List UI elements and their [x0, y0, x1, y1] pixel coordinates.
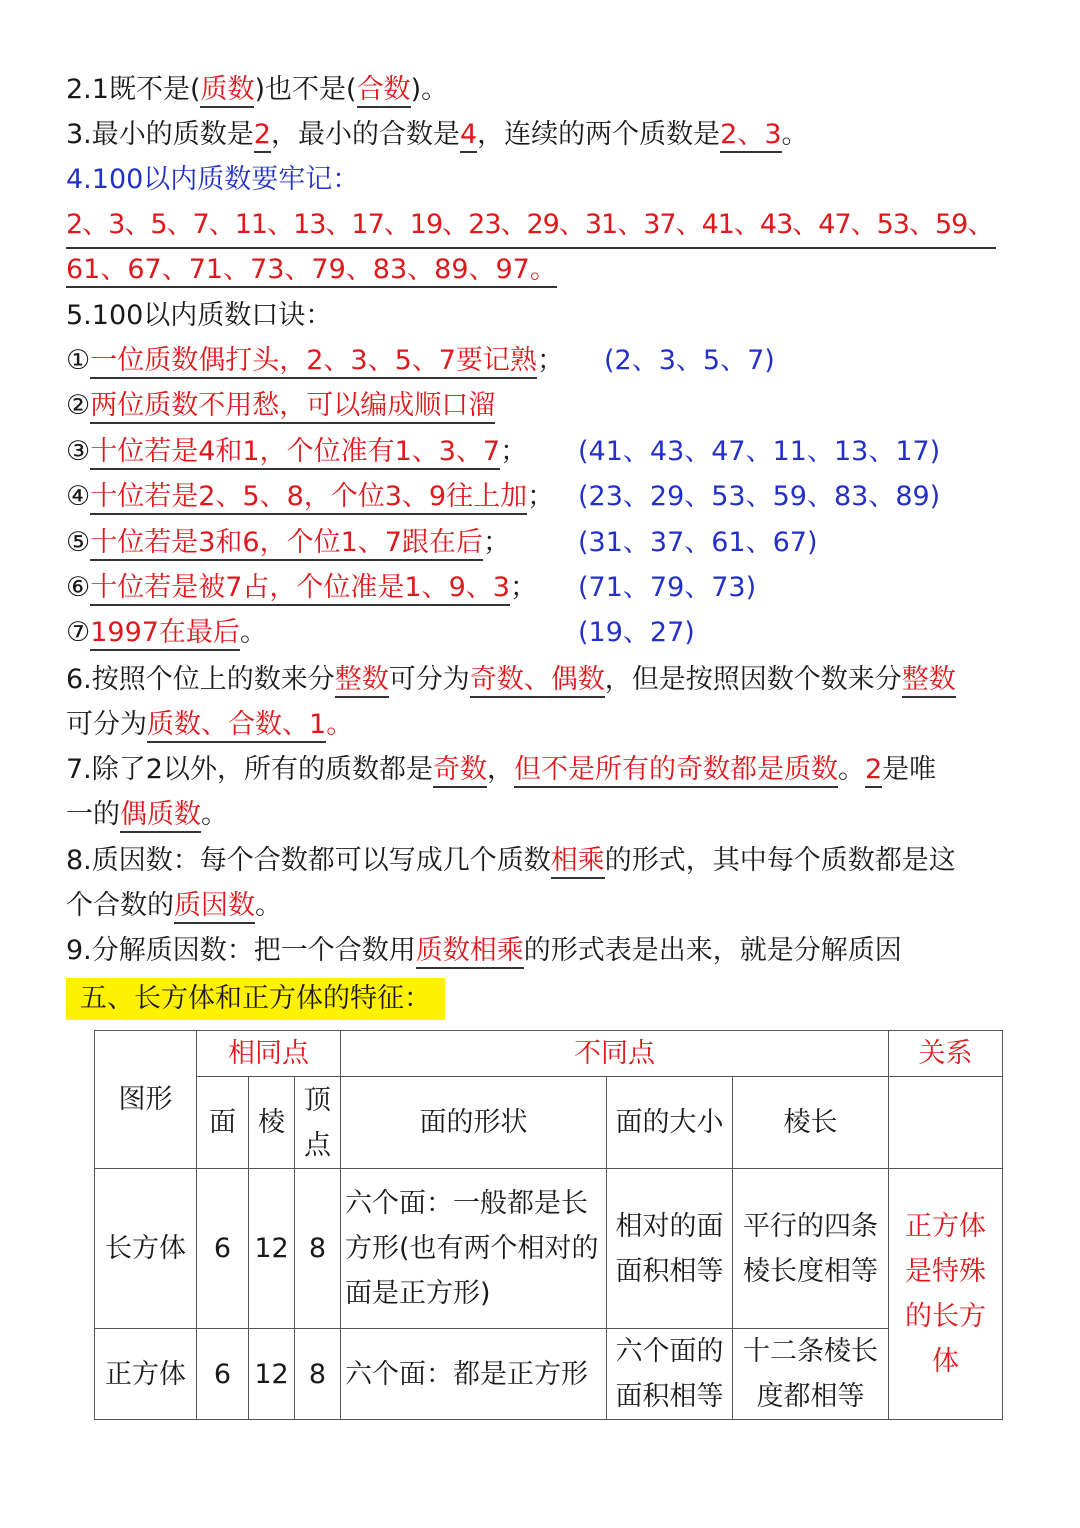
rhyme-5	[66, 521, 1020, 565]
prime-list: 2、3、5、7、11、13、17、19、23、29、31、37、41、43、47、53、59、	[66, 203, 996, 249]
item-3	[66, 113, 1020, 157]
answer: 2	[865, 754, 882, 788]
hint: (19、27)	[578, 617, 695, 648]
header-relation: 关系	[889, 1031, 1003, 1077]
features-table	[94, 1030, 1003, 1420]
hint: (71、79、73)	[578, 572, 757, 603]
text: 。	[326, 709, 354, 740]
text: 。	[201, 799, 228, 830]
table-row	[95, 1329, 1003, 1420]
rhyme-1	[66, 339, 1020, 383]
item-7-a	[66, 748, 1020, 792]
item-4-title: 4.100以内质数要牢记：	[66, 164, 360, 195]
answer: 2、3	[720, 119, 781, 153]
item-9	[66, 929, 1020, 973]
text: ，最小的合数是	[270, 119, 460, 150]
table-row	[95, 1169, 1003, 1329]
prime-list: 61、67、71、73、79、83、89、97。	[66, 254, 557, 288]
header-empty	[889, 1077, 1003, 1169]
answer: 整数	[335, 664, 389, 698]
edge-count: 12	[249, 1329, 295, 1420]
hint: (41、43、47、11、13、17)	[578, 436, 941, 467]
hint: (2、3、5、7)	[604, 345, 775, 376]
number: ⑤	[66, 527, 91, 558]
header-face-shape: 面的形状	[341, 1077, 607, 1169]
text: 6.按照个位上的数来分	[66, 664, 335, 695]
header-face: 面	[197, 1077, 249, 1169]
text: 7.除了2以外，所有的质数都是	[66, 754, 433, 785]
relation: 正方体是特殊的长方体	[889, 1169, 1003, 1420]
punct: ；	[527, 481, 555, 512]
text: 的形式表是出来，就是分解质因	[523, 935, 902, 966]
face-shape: 六个面：都是正方形	[341, 1329, 607, 1420]
text: 9.分解质因数：把一个合数用	[66, 935, 416, 966]
item-8-a	[66, 839, 1020, 883]
text: ，但是按照因数个数来分	[604, 664, 902, 695]
face-count: 6	[197, 1329, 249, 1420]
number: ①	[66, 345, 91, 376]
rhyme-2	[66, 384, 1020, 428]
punct: ；	[482, 527, 510, 558]
answer: 偶质数	[120, 799, 201, 833]
text: ，连续的两个质数是	[477, 119, 721, 150]
rhyme-6	[66, 566, 1020, 610]
rhyme-4	[66, 475, 1020, 519]
number: ②	[66, 390, 91, 421]
header-edge-length: 棱长	[733, 1077, 889, 1169]
answer: 相乘	[551, 845, 605, 879]
text: )。	[410, 74, 449, 105]
shape-name: 长方体	[95, 1169, 197, 1329]
rhyme-text: 两位质数不用愁，可以编成顺口溜	[90, 390, 495, 424]
text: 个合数的	[66, 890, 174, 921]
text: 。	[255, 890, 282, 921]
header-same: 相同点	[197, 1031, 341, 1077]
answer: 整数	[902, 664, 956, 698]
vertex-count: 8	[295, 1169, 341, 1329]
face-size: 六个面的面积相等	[607, 1329, 733, 1420]
item-6-a	[66, 658, 1020, 702]
text: ，	[486, 754, 514, 785]
text: 一的	[66, 799, 120, 830]
face-size: 相对的面面积相等	[607, 1169, 733, 1329]
edge-count: 12	[249, 1169, 295, 1329]
text: 可分为	[388, 664, 470, 695]
edge-length: 十二条棱长度都相等	[733, 1329, 889, 1420]
text: 可分为	[66, 709, 147, 740]
header-face-size: 面的大小	[607, 1077, 733, 1169]
answer: 质数、合数、1	[147, 709, 326, 743]
answer: 奇数	[433, 754, 487, 788]
answer: 质因数	[174, 890, 255, 924]
answer: 合数	[357, 74, 411, 108]
answer: 2	[254, 119, 271, 153]
number: ⑥	[66, 572, 91, 603]
rhyme-text: 1997在最后	[90, 617, 240, 651]
header-diff: 不同点	[341, 1031, 889, 1077]
face-shape: 六个面：一般都是长方形(也有两个相对的面是正方形)	[341, 1169, 607, 1329]
answer: 质数相乘	[416, 935, 524, 969]
text: 。	[837, 754, 865, 785]
hint: (31、37、61、67)	[578, 527, 818, 558]
text: 的形式，其中每个质数都是这	[604, 845, 956, 876]
shape-name: 正方体	[95, 1329, 197, 1420]
edge-length: 平行的四条棱长度相等	[733, 1169, 889, 1329]
number: ④	[66, 481, 91, 512]
prime-list-row-1	[66, 203, 1020, 249]
prime-list-row-2	[66, 248, 1020, 292]
item-2-1	[66, 68, 1020, 112]
number: ③	[66, 436, 91, 467]
header-vertex: 顶点	[295, 1077, 341, 1169]
item-7-b	[66, 793, 1020, 837]
section-title: 五、长方体和正方体的特征：	[66, 978, 445, 1020]
text: 是唯	[882, 754, 937, 785]
text: 2.1既不是(	[66, 74, 201, 105]
punct: ；	[536, 345, 564, 376]
face-count: 6	[197, 1169, 249, 1329]
vertex-count: 8	[295, 1329, 341, 1420]
hint: (23、29、53、59、83、89)	[578, 481, 941, 512]
text: )也不是(	[254, 74, 357, 105]
answer: 但不是所有的奇数都是质数	[514, 754, 838, 788]
text: 8.质因数：每个合数都可以写成几个质数	[66, 845, 551, 876]
header-shape: 图形	[95, 1031, 197, 1169]
item-6-b	[66, 703, 1020, 747]
punct: ；	[500, 436, 528, 467]
rhyme-text: 十位若是被7占，个位准是1、9、3	[90, 572, 510, 606]
rhyme-7	[66, 611, 1020, 655]
rhyme-3	[66, 430, 1020, 474]
text: 3.最小的质数是	[66, 119, 254, 150]
answer: 4	[460, 119, 477, 153]
number: ⑦	[66, 617, 91, 648]
item-5-title: 5.100以内质数口诀：	[66, 300, 333, 331]
rhyme-text: 十位若是4和1，个位准有1、3、7	[90, 436, 500, 470]
item-8-b	[66, 884, 1020, 928]
rhyme-text: 一位质数偶打头，2、3、5、7要记熟	[90, 345, 537, 379]
text: 。	[781, 119, 809, 150]
punct: ；	[509, 572, 537, 603]
answer: 质数	[200, 74, 254, 108]
rhyme-text: 十位若是2、5、8，个位3、9往上加	[90, 481, 527, 515]
punct: 。	[239, 617, 267, 648]
answer: 奇数、偶数	[470, 664, 605, 698]
header-edge: 棱	[249, 1077, 295, 1169]
rhyme-text: 十位若是3和6，个位1、7跟在后	[90, 527, 483, 561]
